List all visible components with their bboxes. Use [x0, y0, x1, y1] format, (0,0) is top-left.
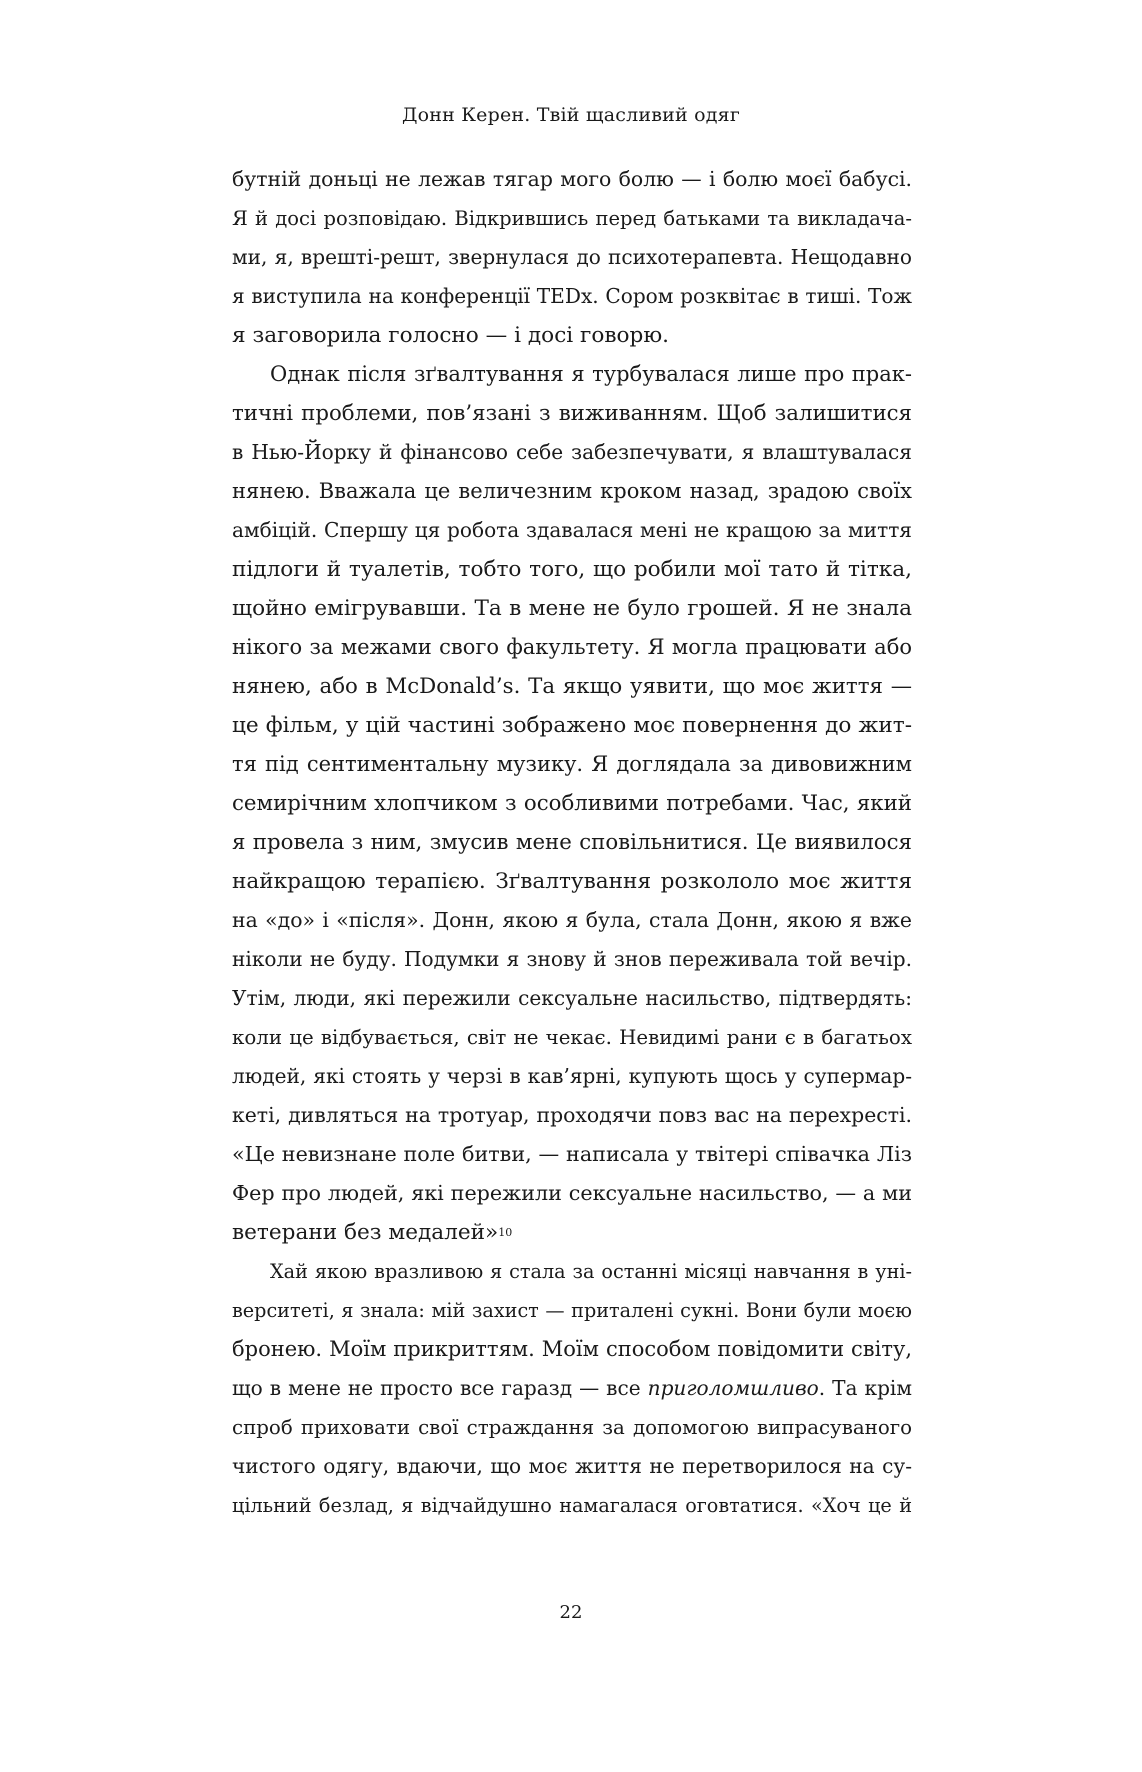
- text-line: ніколи не буду. Подумки я знову й знов переживала той вечір.: [232, 947, 912, 971]
- footnote-ref: 10: [498, 1226, 513, 1239]
- text-line: я провела з ним, змусив мене сповільнитися. Це виявилося: [232, 830, 912, 855]
- text-line: це фільм, у цій частині зображено моє повернення до жит-: [232, 713, 912, 738]
- running-header: Донн Керен. Твій щасливий одяг: [401, 104, 740, 126]
- text-segment: ветерани без медалей»: [232, 1220, 499, 1245]
- paragraph-start-line: Хай якою вразливою я стала за останні місяці навчання в уні-: [270, 1260, 912, 1283]
- text-line: Утім, люди, які пережили сексуальне насильство, підтвердять:: [232, 986, 912, 1010]
- text-line: спроб приховати свої страждання за допомогою випрасуваного: [232, 1416, 912, 1439]
- text-line: чистого одягу, вдаючи, що моє життя не перетворилося на су-: [232, 1454, 912, 1478]
- text-line: щойно емігрувавши. Та в мене не було грошей. Я не знала: [232, 596, 912, 621]
- text-line: я виступила на конференції TEDx. Сором розквітає в тиші. Тож: [232, 284, 912, 308]
- text-line: цільний безлад, я відчайдушно намагалася оговтатися. «Хоч це й: [232, 1494, 912, 1517]
- text-line: Я й досі розповідаю. Відкрившись перед батьками та викладача-: [232, 207, 912, 230]
- text-line: ми, я, врешті-решт, звернулася до психотерапевта. Нещодавно: [232, 245, 912, 269]
- text-line: нянею, або в McDonald’s. Та якщо уявити, що моє життя —: [232, 674, 912, 699]
- text-line: коли це відбувається, світ не чекає. Невидимі рани є в багатьох: [232, 1026, 912, 1049]
- text-line: підлоги й туалетів, тобто того, що робили мої тато й тітка,: [232, 557, 912, 582]
- text-line: тичні проблеми, пов’язані з виживанням. Щоб залишитися: [232, 401, 912, 426]
- text-line: на «до» і «після». Донн, якою я була, стала Донн, якою я вже: [232, 908, 912, 932]
- text-line: Фер про людей, які пережили сексуальне насильство, — а ми: [232, 1181, 912, 1205]
- text-line: найкращою терапією. Зґвалтування розкололо моє життя: [232, 869, 912, 894]
- emphasis-word: приголомшливо: [647, 1376, 819, 1400]
- body-text: [232, 160, 912, 1525]
- page-number: 22: [559, 1602, 583, 1623]
- text-segment: що в мене не просто все гаразд — все: [232, 1376, 648, 1400]
- text-line: я заговорила голосно — і досі говорю.: [232, 323, 670, 348]
- text-line: «Це невизнане поле битви, — написала у твітері співачка Ліз: [232, 1142, 912, 1166]
- text-line-with-footnote: [232, 1213, 912, 1252]
- text-line: верситеті, я знала: мій захист — приталені сукні. Вони були моєю: [232, 1299, 912, 1322]
- text-line: бронею. Моїм прикриттям. Моїм способом повідомити світу,: [232, 1337, 912, 1361]
- text-line: кеті, дивляться на тротуар, проходячи повз вас на перехресті.: [232, 1103, 912, 1127]
- text-line: тя під сентиментальну музику. Я доглядала за дивовижним: [232, 752, 912, 776]
- text-line: семирічним хлопчиком з особливими потребами. Час, який: [232, 791, 912, 816]
- paragraph-start-line: Однак після зґвалтування я турбувалася лише про прак-: [270, 362, 912, 386]
- text-line: нянею. Вважала це величезним кроком назад, зрадою своїх: [232, 479, 912, 503]
- text-line: нікого за межами свого факультету. Я могла працювати або: [232, 635, 912, 659]
- text-line-with-emphasis: [232, 1369, 912, 1408]
- text-line: в Нью-Йорку й фінансово себе забезпечувати, я влаштувалася: [232, 440, 912, 464]
- text-line: бутній доньці не лежав тягар мого болю — і болю моєї бабусі.: [232, 167, 912, 191]
- text-segment: . Та крім: [818, 1376, 912, 1400]
- text-line: амбіцій. Спершу ця робота здавалася мені не кращою за миття: [232, 518, 912, 542]
- text-line: людей, які стоять у черзі в кав’ярні, купують щось у супермар-: [232, 1064, 912, 1088]
